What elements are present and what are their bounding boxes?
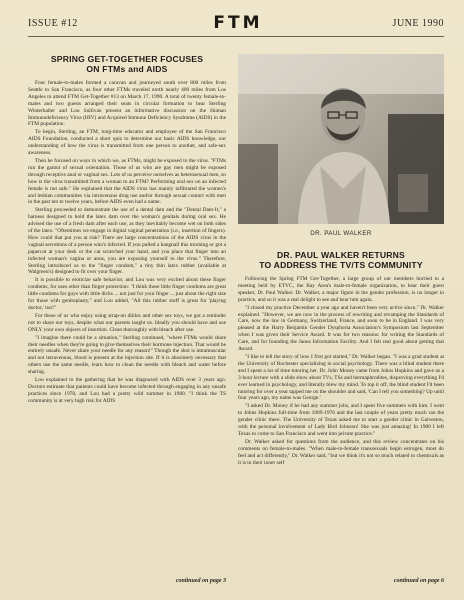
- paragraph: To begin, Sterling, an FTM, long-time educator and employee of the San Francisco AIDS Foundation, conducted a short quiz to determine our basic AIDS knowledge, our understanding of how the virus is transmitted from one person to another, and safe-sex awareness.: [28, 129, 226, 157]
- left-column: [28, 54, 226, 588]
- portrait-photo: [238, 54, 444, 224]
- paragraph: Sterling proceeded to demonstrate the use of a dental dam and the "Dental Dam-It," a harness designed to hold the latex dam over the woman's genitals during oral sex. He advised the use of a fresh dam after each use, as they inevitably become wet on both sides of the latex. "Oftentimes we engage in digital vaginal penetration (i.e., insertion of fingers). How could that put you at risk? There are large concentrations of the AIDS virus in the vaginal secretions of a person who's infected. If you pulled a hangnail this morning or got a papercut at your desk or the cat scratched your hand, and you place that finger into an infected woman's vagina or anus, you are exposing yourself to the virus." Therefore, Sterling introduced us to the "finger condom," a tiny thin latex rubber (available at Walgreen's) designed to fit over your finger.: [28, 207, 226, 276]
- paragraph: Following the Spring FTM Get-Together, a large group of our members hurried to a meeting held by ETVC, the Bay Area's male-to-female organization, to hear their guest speaker, Dr. Paul Walker. Dr. Walker, a major figure in the gender profession, is no longer in practice, and so it was a real delight to see and hear him again.: [238, 276, 444, 303]
- paragraph: Lou explained to the gathering that he was diagnosed with AIDS over 3 years ago. Doctors estimate that patients could have become infected through engaging in any unsafe practices since 1978, and Lou had a pretty wild summer in 1980. "I think the TS community is at very high risk for AIDS: [28, 377, 226, 404]
- left-article-body: [28, 80, 226, 568]
- paragraph: Then he focused on ways in which we, as FTMs, might be exposed to the virus. "FTMs run the gamut of sexual orientation. Those of us who are gay men might be exposed through receptive anal or vaginal sex. Lots of us perceive ourselves as heterosexual men, so how is the virus transmitted from a woman to an FTM? Performing oral sex on an infected female is not safe." He explained that the AIDS virus has mainly infiltrated the women's and lesbian communities via intravenous drug use and/or through sexual contact with men in the past ten to twelve years, before AIDS even had a name.: [28, 157, 226, 206]
- headline-line-1: DR. PAUL WALKER RETURNS: [277, 250, 405, 260]
- right-column: [238, 54, 444, 588]
- paragraph: For those of us who enjoy using strap-on dildos and other sex toys, we got a reminder not to share our toys, despite what our parents taught us. Ideally you should have and use ONLY your own objects of insertion. Clean thoroughly with bleach after use.: [28, 312, 226, 333]
- paragraph: "I like to tell the story of how I first got started," Dr. Walker began. "I was a grad student at the University of Rochester specializing in social psychology. There was a blind student there and I spent a lot of time tutoring her. Dr. John Money came from Johns Hopkins and gave us a 3-hour lecture with a slide show about TVs, TSs and hermaphrodites, disproving everything I'd ever learned in psychology, and literally blew my mind. To top it off, the blind student I'd been tutoring for over a year tapped me on the shoulder and said, 'Can I tell you something? Up until four years ago, my name was George.': [238, 353, 444, 402]
- portrait-photo-graphic: [238, 54, 444, 224]
- masthead-logo: FTM: [213, 13, 263, 33]
- issue-number: ISSUE #12: [28, 18, 78, 29]
- page-header: [28, 13, 444, 34]
- issue-date: JUNE 1990: [392, 18, 444, 29]
- photo-caption: DR. PAUL WALKER: [310, 230, 372, 237]
- headline-line-2: TO ADDRESS THE TV/TS COMMUNITY: [259, 260, 423, 270]
- paragraph: Four female-to-males formed a caravan and journeyed south over 800 miles from Seattle to San Francisco, as four other FTMs traveled north nearly 400 miles from Los Angeles to attend FTM Get-Together #13 on March 17, 1990. A total of twenty female-to-males and two guests arranged their seats in circular formation to hear Sterling Winterhalter and Lou Sullivan present an informative discussion on the Human Immunodeficiency Virus (HIV) and Acquired Immune Deficiency Syndrome (AIDS) in the FTM population.: [28, 80, 226, 128]
- headline-line-2: ON FTMs and AIDS: [86, 64, 168, 74]
- paragraph: "I imagine there could be a situation," Sterling continued, "where FTMs would share their needles when they're going to give themselves their hormone injection. That would be entirely unsafe. Never share your needle for any reason!" Though the shot is intramuscular and not intravenous, blood is present at the injection site. If it is absolutely necessary that others use the same needle, learn how to clean the needle with bleach and water before sharing.: [28, 334, 226, 376]
- paragraph: It is possible to eroticize safe behavior, and Lou was very excited about these finger condoms, for uses other than finger protection: "I think these little finger condoms are great little condoms for guys with little dicks ... not just for your finger ... just about the right size for those with genitoplasty," and Lou added, "All this rubber stuff is great for 'playing doctor,' too!": [28, 277, 226, 311]
- right-article-body: [238, 276, 444, 584]
- continued-note: continued on page 6: [393, 578, 444, 584]
- paragraph: "I asked Dr. Money if he had any summer jobs, and I spent five summers with him. I went to Johns Hopkins full-time from 1969-1976 and the last couple of years pretty much ran the gender clinic there. The University of Texas asked me to start a gender clinic in Galveston, with the personal involvement of Lady Bird Johnson! She was just amazing! In 1980 I left Texas to come to San Francisco and went into private practice.": [238, 403, 444, 437]
- left-article-headline: [28, 54, 226, 74]
- paragraph: "I closed my practice December a year ago and haven't been very active since," Dr. Walker explained. "However, we are now in the process of rewriting and revamping the Standards of Care, now the law in Germany, Switzerland, France, and soon to be in England. I was very pleased at the Harry Benjamin Gender Dysphoria Association's Symposium last September when I was given their Service Award. It was for two reasons: for writing the Standards of Care, and for founding the Janus Information Facility. And I felt real good about getting that Award.: [238, 304, 444, 353]
- right-article-headline: [238, 250, 444, 270]
- continued-note: continued on page 3: [175, 578, 226, 584]
- paragraph: Dr. Walker asked for questions from the audience, and this review concentrates on his comments on female-to-males. "When male-to-female transsexuals begin estrogen, most do feel and act differently," Dr. Walker said, "but we think it's not so much related to chemicals as it is to their inner self: [238, 438, 444, 466]
- headline-line-1: SPRING GET-TOGETHER FOCUSES: [50, 54, 204, 64]
- header-divider: [28, 36, 444, 37]
- right-article: [238, 250, 444, 584]
